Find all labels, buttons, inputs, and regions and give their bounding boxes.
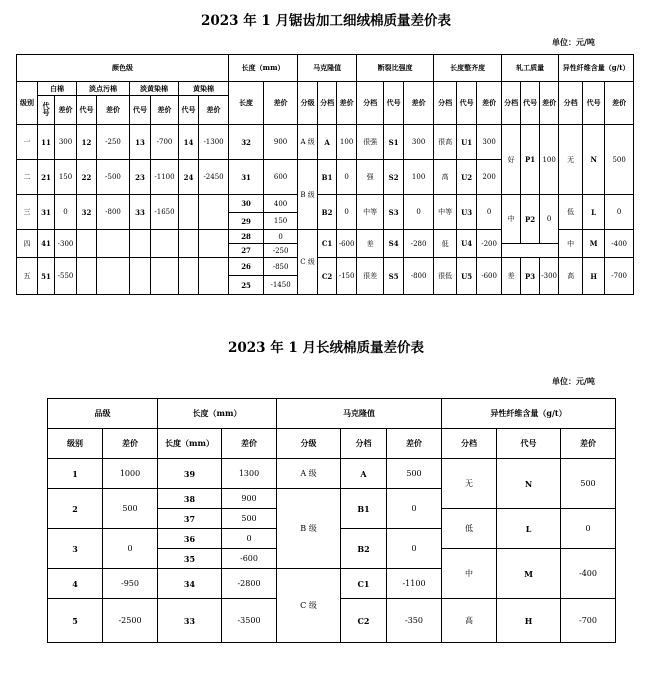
mic-price: 0 (337, 195, 357, 230)
mic-class: C 级 (277, 569, 341, 643)
foreign-price: 500 (605, 125, 634, 195)
mic-class: B 级 (277, 489, 341, 569)
foreign-code: N (497, 459, 561, 509)
white-code: 41 (38, 230, 55, 258)
foreign-tier: 低 (559, 195, 583, 230)
lightyellow-empty (130, 230, 151, 258)
foreign-tier: 高 (559, 258, 583, 295)
foreign-price: 0 (561, 509, 616, 549)
foreign-price-header: 差价 (561, 429, 616, 459)
grade-cell: 三 (17, 195, 38, 230)
white-price: -300 (55, 230, 77, 258)
lightyellow-code-header: 代号 (130, 96, 151, 125)
strength-price: 300 (404, 125, 434, 160)
uniformity-code: U2 (457, 160, 477, 195)
uniformity-price: 300 (477, 125, 502, 160)
lightyellow-code: 13 (130, 125, 151, 160)
grade-group-header: 品级 (48, 399, 158, 429)
mic-tier-header: 分档 (341, 429, 387, 459)
length-col-header: 长度 (229, 82, 264, 125)
spotted-cotton-header: 淡点污棉 (77, 82, 130, 96)
mic-price: 0 (337, 160, 357, 195)
yellow-empty (179, 195, 199, 230)
foreign-tier: 中 (559, 230, 583, 258)
yellow-price-header: 差价 (199, 96, 229, 125)
yellow-price: -1300 (199, 125, 229, 160)
ginning-code: P1 (521, 125, 540, 195)
strength-tier: 中等 (357, 195, 384, 230)
foreign-code: H (583, 258, 605, 295)
foreign-code: L (497, 509, 561, 549)
ginning-code: P3 (521, 258, 540, 295)
mic-class-header: 分级 (298, 82, 318, 125)
grade-price: 1000 (103, 459, 158, 489)
foreign-code: M (497, 549, 561, 599)
strength-price: -280 (404, 230, 434, 258)
foreign-tier-header: 分档 (442, 429, 497, 459)
strength-tier: 强 (357, 160, 384, 195)
foreign-price: -400 (605, 230, 634, 258)
grade-cell: 2 (48, 489, 103, 529)
uniformity-code: U5 (457, 258, 477, 295)
grade-cell: 5 (48, 599, 103, 643)
uniformity-price: 200 (477, 160, 502, 195)
table2-unit: 单位：元/吨 (552, 376, 595, 386)
table1-title: 2023 年 1 月锯齿加工细绒棉质量差价表 (200, 13, 452, 29)
mic-price: 500 (387, 459, 442, 489)
strength-code: S1 (384, 125, 404, 160)
lightyellow-price: -700 (151, 125, 179, 160)
uniformity-price: -200 (477, 230, 502, 258)
table2-title: 2023 年 1 月长绒棉质量差价表 (227, 340, 425, 356)
white-price: 150 (55, 160, 77, 195)
mic-tier: C1 (318, 230, 337, 258)
yellow-price: -2450 (199, 160, 229, 195)
mic-class: B 级 (298, 160, 318, 230)
strength-tier: 很强 (357, 125, 384, 160)
spot-price: -250 (97, 125, 130, 160)
strength-code: S4 (384, 230, 404, 258)
mic-class: A 级 (277, 459, 341, 489)
yellow-empty (199, 195, 229, 230)
length-value: 28 (229, 230, 264, 244)
length-price: 0 (264, 230, 298, 244)
yellow-cotton-header: 黄染棉 (179, 82, 229, 96)
length-price: -2800 (222, 569, 277, 599)
length-price: -600 (222, 549, 277, 569)
micronaire-group-header: 马克隆值 (277, 399, 442, 429)
strength-price: 100 (404, 160, 434, 195)
spot-code-header: 代号 (77, 96, 97, 125)
uniformity-code-header: 代号 (457, 82, 477, 125)
fine-cotton-price-table (16, 54, 634, 295)
length-value: 39 (158, 459, 222, 489)
uniformity-tier: 很高 (434, 125, 457, 160)
length-value: 31 (229, 160, 264, 195)
length-price: -850 (264, 258, 298, 276)
grade-cell: 一 (17, 125, 38, 160)
lightyellow-price: -1100 (151, 160, 179, 195)
table1-unit: 单位：元/吨 (552, 37, 595, 47)
white-code: 51 (38, 258, 55, 295)
strength-header: 断裂比强度 (357, 55, 434, 82)
spot-code: 32 (77, 195, 97, 230)
foreign-price: -700 (561, 599, 616, 643)
foreign-tier: 低 (442, 509, 497, 549)
uniformity-price: 0 (477, 195, 502, 230)
length-price: 600 (264, 160, 298, 195)
yellow-empty (179, 230, 199, 258)
uniformity-tier-header: 分档 (434, 82, 457, 125)
length-value: 27 (229, 244, 264, 258)
ginning-price: 100 (540, 125, 559, 195)
spot-price: -800 (97, 195, 130, 230)
color-grade-header: 颜色级 (17, 55, 229, 82)
lightyellow-price: -1650 (151, 195, 179, 230)
strength-tier: 差 (357, 230, 384, 258)
length-value: 37 (158, 509, 222, 529)
length-value: 25 (229, 276, 264, 295)
ginning-tier: 好 (502, 125, 521, 195)
foreign-code: L (583, 195, 605, 230)
mic-price: -350 (387, 599, 442, 643)
grade-cell: 1 (48, 459, 103, 489)
grade-cell: 二 (17, 160, 38, 195)
mic-tier: A (341, 459, 387, 489)
lightyellow-empty (151, 258, 179, 295)
foreign-code: N (583, 125, 605, 195)
grade-price: -950 (103, 569, 158, 599)
grade-price-header: 差价 (103, 429, 158, 459)
lightyellow-empty (130, 258, 151, 295)
length-price: 150 (264, 213, 298, 230)
mic-tier: B2 (341, 529, 387, 569)
mic-tier: B2 (318, 195, 337, 230)
strength-code: S3 (384, 195, 404, 230)
length-price-header: 差价 (264, 82, 298, 125)
grade-cell: 4 (48, 569, 103, 599)
lightyellow-empty (151, 230, 179, 258)
mic-class: C 级 (298, 230, 318, 295)
strength-price: 0 (404, 195, 434, 230)
yellow-code-header: 代号 (179, 96, 199, 125)
grade-cell: 四 (17, 230, 38, 258)
length-price: 0 (222, 529, 277, 549)
uniformity-tier: 很低 (434, 258, 457, 295)
foreign-tier: 中 (442, 549, 497, 599)
white-code: 31 (38, 195, 55, 230)
white-price-header: 差价 (55, 96, 77, 125)
grade-price: 0 (103, 529, 158, 569)
uniformity-code: U3 (457, 195, 477, 230)
uniformity-header: 长度整齐度 (434, 55, 502, 82)
mic-tier-header: 分档 (318, 82, 337, 125)
length-price: -3500 (222, 599, 277, 643)
foreign-price-header: 差价 (605, 82, 634, 125)
yellow-code: 24 (179, 160, 199, 195)
spot-empty (97, 258, 130, 295)
white-price: -550 (55, 258, 77, 295)
foreign-code-header: 代号 (583, 82, 605, 125)
strength-code-header: 代号 (384, 82, 404, 125)
foreign-price: 0 (605, 195, 634, 230)
lightyellow-price-header: 差价 (151, 96, 179, 125)
foreign-tier: 无 (442, 459, 497, 509)
spot-code: 12 (77, 125, 97, 160)
foreign-code-header: 代号 (497, 429, 561, 459)
yellow-empty (199, 258, 229, 295)
uniformity-tier: 高 (434, 160, 457, 195)
length-value: 33 (158, 599, 222, 643)
mic-price: -600 (337, 230, 357, 258)
ginning-tier: 差 (502, 258, 521, 295)
long-staple-price-table (47, 398, 616, 643)
length-price: 500 (222, 509, 277, 529)
mic-price: 0 (387, 529, 442, 569)
mic-tier: B1 (318, 160, 337, 195)
yellow-empty (179, 258, 199, 295)
ginning-price: -300 (540, 258, 559, 295)
spot-empty (77, 258, 97, 295)
foreign-price: -700 (605, 258, 634, 295)
grade-header: 级别 (48, 429, 103, 459)
ginning-tier-header: 分档 (502, 82, 521, 125)
foreign-code: M (583, 230, 605, 258)
spot-empty (97, 230, 130, 258)
length-value: 35 (158, 549, 222, 569)
mic-tier: B1 (341, 489, 387, 529)
white-cotton-header: 白棉 (38, 82, 77, 96)
ginning-code: P2 (521, 195, 540, 244)
foreign-tier-header: 分档 (559, 82, 583, 125)
white-price: 300 (55, 125, 77, 160)
length-price: -1450 (264, 276, 298, 295)
strength-price-header: 差价 (404, 82, 434, 125)
uniformity-tier: 中等 (434, 195, 457, 230)
length-value: 34 (158, 569, 222, 599)
mic-tier: C1 (341, 569, 387, 599)
foreign-tier: 高 (442, 599, 497, 643)
length-value: 30 (229, 195, 264, 213)
length-group-header: 长度（mm） (158, 399, 277, 429)
length-value: 32 (229, 125, 264, 160)
light-yellow-cotton-header: 淡黄染棉 (130, 82, 179, 96)
length-price: 1300 (222, 459, 277, 489)
ginning-price: 0 (540, 195, 559, 244)
lightyellow-code: 23 (130, 160, 151, 195)
length-price: 900 (264, 125, 298, 160)
length-value: 29 (229, 213, 264, 230)
mic-tier: C2 (341, 599, 387, 643)
white-code-header: 代号 (38, 96, 55, 125)
mic-price-header: 差价 (337, 82, 357, 125)
spot-price: -500 (97, 160, 130, 195)
spot-empty (77, 230, 97, 258)
strength-code: S5 (384, 258, 404, 295)
foreign-price: 500 (561, 459, 616, 509)
length-price: 400 (264, 195, 298, 213)
mic-price: 0 (387, 489, 442, 529)
uniformity-price-header: 差价 (477, 82, 502, 125)
ginning-code-header: 代号 (521, 82, 540, 125)
strength-code: S2 (384, 160, 404, 195)
strength-tier: 很差 (357, 258, 384, 295)
uniformity-tier: 低 (434, 230, 457, 258)
length-value: 38 (158, 489, 222, 509)
mic-class-header: 分级 (277, 429, 341, 459)
grade-price: -2500 (103, 599, 158, 643)
grade-cell: 五 (17, 258, 38, 295)
grade-cell: 3 (48, 529, 103, 569)
lightyellow-code: 33 (130, 195, 151, 230)
spot-price-header: 差价 (97, 96, 130, 125)
white-price: 0 (55, 195, 77, 230)
mic-price-header: 差价 (387, 429, 442, 459)
mic-price: -1100 (387, 569, 442, 599)
micronaire-header: 马克隆值 (298, 55, 357, 82)
length-header: 长度（mm） (158, 429, 222, 459)
foreign-fiber-group-header: 异性纤维含量（g/t） (442, 399, 616, 429)
ginning-header: 轧工质量 (502, 55, 559, 82)
grade-price: 500 (103, 489, 158, 529)
grade-header: 级别 (17, 82, 38, 125)
ginning-tier: 中 (502, 195, 521, 244)
strength-tier-header: 分档 (357, 82, 384, 125)
foreign-tier: 无 (559, 125, 583, 195)
mic-price: -150 (337, 258, 357, 295)
length-price: 900 (222, 489, 277, 509)
length-value: 26 (229, 258, 264, 276)
mic-tier: C2 (318, 258, 337, 295)
ginning-price-header: 差价 (540, 82, 559, 125)
mic-price: 100 (337, 125, 357, 160)
uniformity-code: U4 (457, 230, 477, 258)
mic-tier: A (318, 125, 337, 160)
length-value: 36 (158, 529, 222, 549)
length-header: 长度（mm） (229, 55, 298, 82)
foreign-price: -400 (561, 549, 616, 599)
uniformity-price: -600 (477, 258, 502, 295)
foreign-fiber-header: 异性纤维含量（g/t） (559, 55, 634, 82)
spot-code: 22 (77, 160, 97, 195)
yellow-code: 14 (179, 125, 199, 160)
length-price: -250 (264, 244, 298, 258)
white-code: 11 (38, 125, 55, 160)
white-code: 21 (38, 160, 55, 195)
uniformity-code: U1 (457, 125, 477, 160)
yellow-empty (199, 230, 229, 258)
strength-price: -800 (404, 258, 434, 295)
length-price-header: 差价 (222, 429, 277, 459)
mic-class: A 级 (298, 125, 318, 160)
foreign-code: H (497, 599, 561, 643)
